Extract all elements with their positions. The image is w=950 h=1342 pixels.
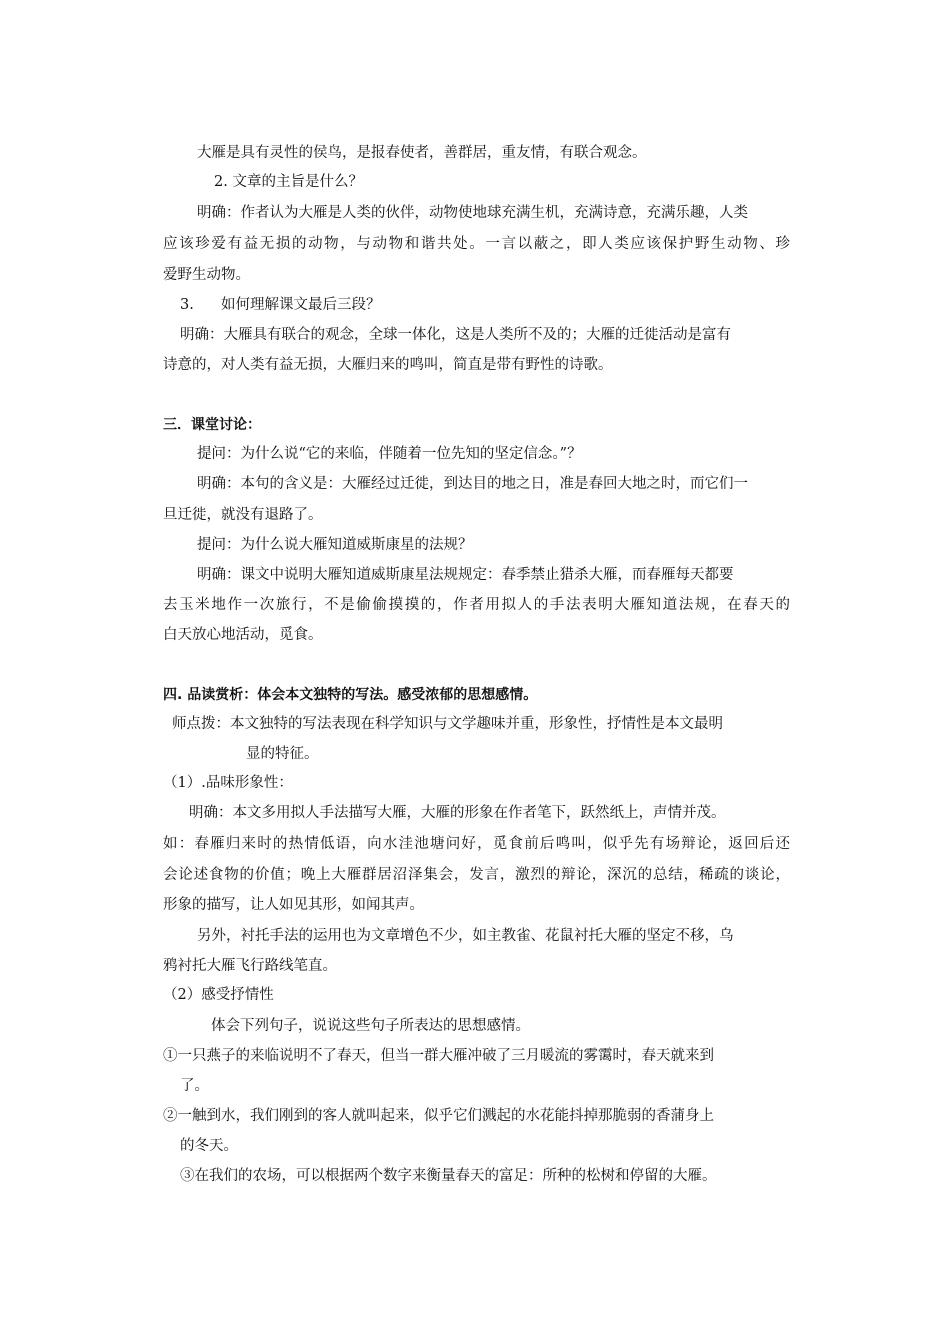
paragraph-line: 明确：课文中说明大雁知道威斯康星法规规定：春季禁止猎杀大雁，而春雁每天都要 bbox=[197, 567, 734, 583]
paragraph-line: 爱野生动物。 bbox=[163, 267, 250, 283]
paragraph-line: 体会下列句子，说说这些句子所表达的思想感情。 bbox=[211, 1018, 530, 1034]
paragraph-line: 师点拨：本文独特的写法表现在科学知识与文学趣味并重，形象性，抒情性是本文最明 bbox=[172, 716, 723, 732]
paragraph-line: 白天放心地活动，觅食。 bbox=[163, 627, 323, 643]
list-item-continuation: 了。 bbox=[180, 1078, 209, 1094]
paragraph-line: 提问：为什么说“它的来临，伴随着一位先知的坚定信念。”？ bbox=[197, 446, 582, 462]
paragraph-line: 明确：本句的含义是：大雁经过迁徙，到达目的地之日，准是春回大地之时，而它们一 bbox=[197, 476, 748, 492]
paragraph-line: 提问：为什么说大雁知道威斯康星的法规？ bbox=[197, 537, 473, 553]
paragraph-line: 显的特征。 bbox=[246, 746, 319, 762]
paragraph-line: 去玉米地作一次旅行，不是偷偷摸摸的，作者用拟人的手法表明大雁知道法规，在春天的 bbox=[163, 597, 790, 613]
list-item: ①一只燕子的来临说明不了春天，但当一群大雁冲破了三月暖流的雾霭时，春天就来到 bbox=[163, 1048, 714, 1064]
list-item-continuation: 的冬天。 bbox=[180, 1138, 238, 1154]
paragraph-line: 明确：大雁具有联合的观念，全球一体化，这是人类所不及的；大雁的迁徙活动是富有 bbox=[180, 327, 731, 343]
paragraph-line: 另外，衬托手法的运用也为文章增色不少，如主教雀、花鼠衬托大雁的坚定不移，乌 bbox=[197, 928, 734, 944]
paragraph-line: 明确：本文多用拟人手法描写大雁，大雁的形象在作者笔下，跃然纸上，声情并茂。 bbox=[189, 805, 726, 821]
question-3-number: 3. bbox=[180, 297, 194, 313]
paragraph-line: 会论述食物的价值；晚上大雁群居沼泽集会，发言，激烈的辩论，深沉的总结，稀疏的谈论， bbox=[163, 867, 790, 883]
subheading: （1）.品味形象性： bbox=[163, 775, 293, 791]
list-item: ②一触到水，我们刚到的客人就叫起来，似乎它们溅起的水花能抖掉那脆弱的香蒲身上 bbox=[163, 1108, 714, 1124]
subheading: （2）感受抒情性 bbox=[163, 987, 274, 1003]
paragraph-line: 应该珍爱有益无损的动物，与动物和谐共处。一言以蔽之，即人类应该保护野生动物、珍 bbox=[163, 236, 790, 252]
question-2: 2. 文章的主旨是什么？ bbox=[214, 174, 363, 190]
paragraph-line: 旦迁徙，就没有退路了。 bbox=[163, 507, 323, 523]
paragraph-line: 如：春雁归来时的热情低语，向水洼池塘问好，觅食前后鸣叫，似乎先有场辩论，返回后还 bbox=[163, 836, 790, 852]
paragraph-line: 明确：作者认为大雁是人类的伙伴，动物使地球充满生机，充满诗意，充满乐趣，人类 bbox=[197, 205, 748, 221]
paragraph-line: 诗意的，对人类有益无损，大雁归来的鸣叫，简直是带有野性的诗歌。 bbox=[163, 357, 613, 373]
section-heading-4: 四. 品读赏析：体会本文独特的写法。感受浓郁的思想感情。 bbox=[163, 687, 538, 703]
section-heading-3: 三．课堂讨论： bbox=[163, 417, 261, 433]
paragraph-line: 鸦衬托大雁飞行路线笔直。 bbox=[163, 958, 337, 974]
question-3: 如何理解课文最后三段？ bbox=[221, 297, 381, 313]
paragraph-line: 形象的描写，让人如见其形，如闻其声。 bbox=[163, 897, 424, 913]
paragraph-line: 大雁是具有灵性的侯鸟，是报春使者，善群居，重友情，有联合观念。 bbox=[197, 145, 647, 161]
list-item: ③在我们的农场，可以根据两个数字来衡量春天的富足：所种的松树和停留的大雁。 bbox=[180, 1168, 717, 1184]
